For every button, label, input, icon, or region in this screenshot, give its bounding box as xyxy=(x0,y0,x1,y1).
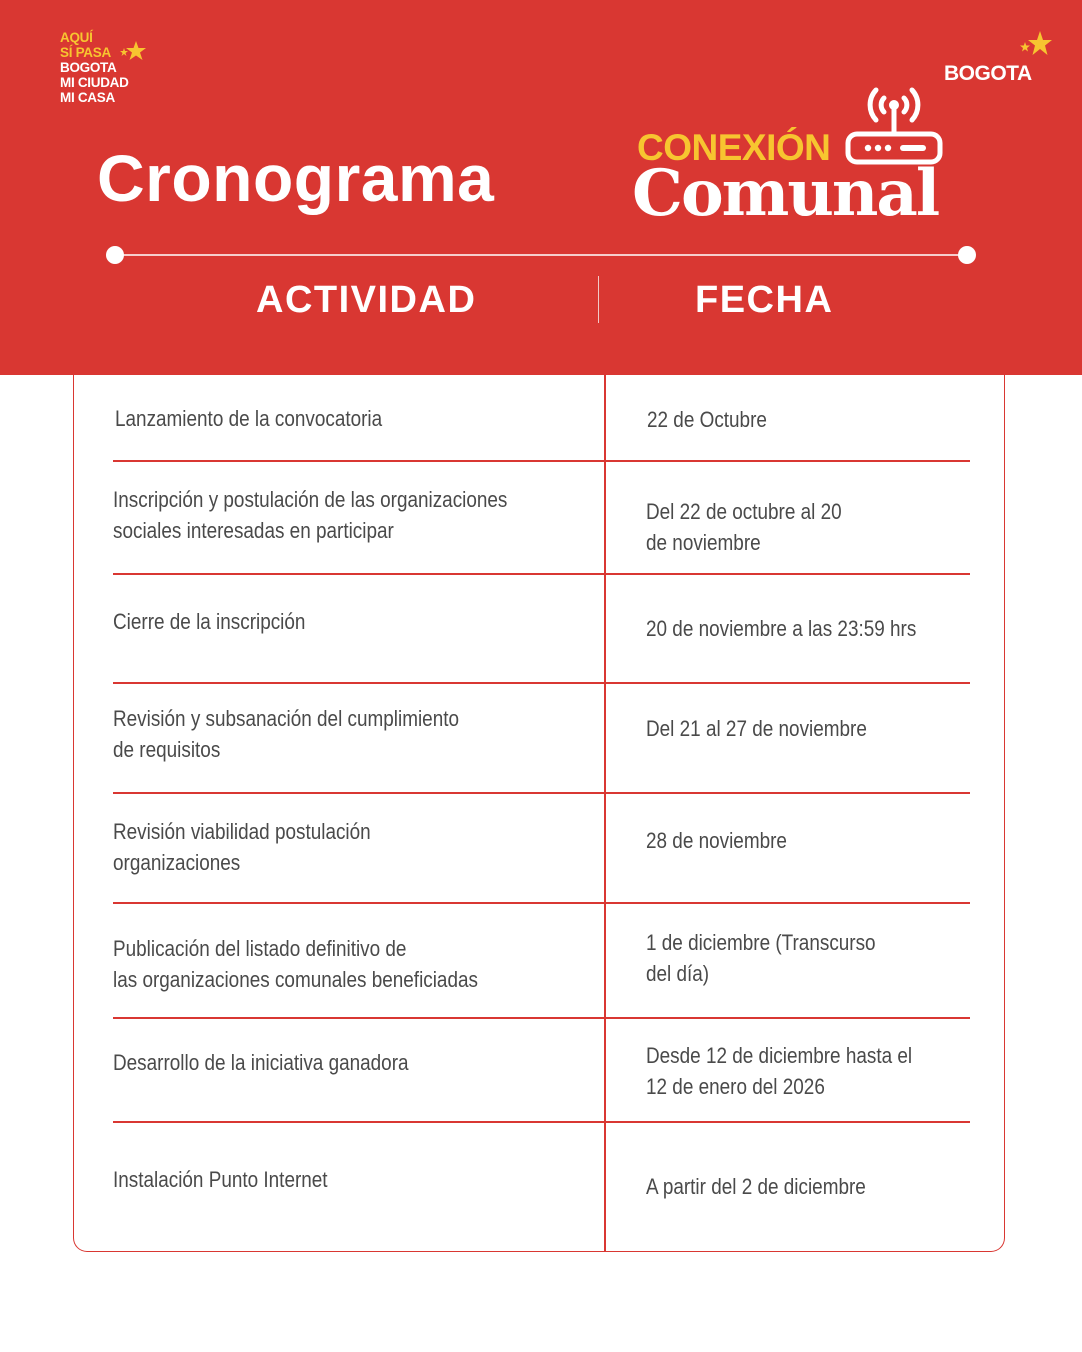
date-line: Del 22 de octubre al 20 xyxy=(646,499,842,524)
activity-line: Cierre de la inscripción xyxy=(113,609,306,634)
activity-line: Revisión viabilidad postulación xyxy=(113,819,371,844)
date-line: del día) xyxy=(646,961,710,986)
header-band xyxy=(0,0,1082,375)
activity-cell xyxy=(115,403,382,434)
activity-line: organizaciones xyxy=(113,850,241,875)
activity-cell xyxy=(113,933,478,995)
date-line: 28 de noviembre xyxy=(646,828,787,853)
router-icon xyxy=(840,76,948,168)
activity-line: Desarrollo de la iniciativa ganadora xyxy=(113,1050,409,1075)
activity-line: Instalación Punto Internet xyxy=(113,1167,328,1192)
date-line: de noviembre xyxy=(646,530,761,555)
header-divider xyxy=(105,245,977,265)
row-divider xyxy=(113,460,970,462)
activity-line: sociales interesadas en participar xyxy=(113,518,394,543)
activity-line: Publicación del listado definitivo de xyxy=(113,936,407,961)
activity-line: Inscripción y postulación de las organizaciones xyxy=(113,487,508,512)
brand-conexion: CONEXIÓN xyxy=(637,127,831,168)
row-divider xyxy=(113,902,970,904)
brand-comunal: Comunal xyxy=(632,156,939,231)
activity-line: de requisitos xyxy=(113,737,221,762)
logo-line: AQUÍ xyxy=(60,30,93,45)
activity-line: las organizaciones comunales beneficiadas xyxy=(113,967,478,992)
column-header-activity: ACTIVIDAD xyxy=(256,279,477,321)
stars-icon xyxy=(1018,30,1054,62)
activity-line: Lanzamiento de la convocatoria xyxy=(115,406,383,431)
logo-line: BOGOTA xyxy=(60,60,117,75)
date-line: 22 de Octubre xyxy=(647,407,767,432)
column-header-separator xyxy=(598,276,599,323)
activity-cell xyxy=(113,1164,328,1195)
bogota-wordmark: BOGOTA xyxy=(944,62,1032,85)
row-divider xyxy=(113,682,970,684)
activity-cell xyxy=(113,1047,409,1078)
activity-line: Revisión y subsanación del cumplimiento xyxy=(113,706,460,731)
activity-cell xyxy=(113,484,507,546)
date-line: 20 de noviembre a las 23:59 hrs xyxy=(646,616,917,641)
column-header-date: FECHA xyxy=(695,279,834,321)
activity-cell xyxy=(113,606,305,637)
row-divider xyxy=(113,1017,970,1019)
date-line: Del 21 al 27 de noviembre xyxy=(646,716,867,741)
logo-line: MI CIUDAD xyxy=(60,75,129,90)
conexion-comunal-brand xyxy=(632,76,962,236)
aqui-si-pasa-bogota-logo xyxy=(60,30,160,110)
row-divider xyxy=(113,573,970,575)
row-divider xyxy=(113,1121,970,1123)
date-line: 1 de diciembre (Transcurso xyxy=(646,930,876,955)
stars-icon xyxy=(118,40,148,64)
date-cell xyxy=(646,496,842,558)
date-cell xyxy=(646,1171,866,1202)
date-line: A partir del 2 de diciembre xyxy=(646,1174,866,1199)
date-cell xyxy=(646,1040,912,1102)
date-cell xyxy=(646,613,916,644)
date-cell xyxy=(646,713,867,744)
logo-line: MI CASA xyxy=(60,90,115,105)
activity-cell xyxy=(113,703,459,765)
logo-line: SÍ PASA xyxy=(60,45,111,60)
date-cell xyxy=(647,404,767,435)
date-line: 12 de enero del 2026 xyxy=(646,1074,825,1099)
row-divider xyxy=(113,792,970,794)
page-title: Cronograma xyxy=(97,141,495,215)
date-cell xyxy=(646,825,787,856)
date-cell xyxy=(646,927,876,989)
activity-cell xyxy=(113,816,371,878)
date-line: Desde 12 de diciembre hasta el xyxy=(646,1043,913,1068)
